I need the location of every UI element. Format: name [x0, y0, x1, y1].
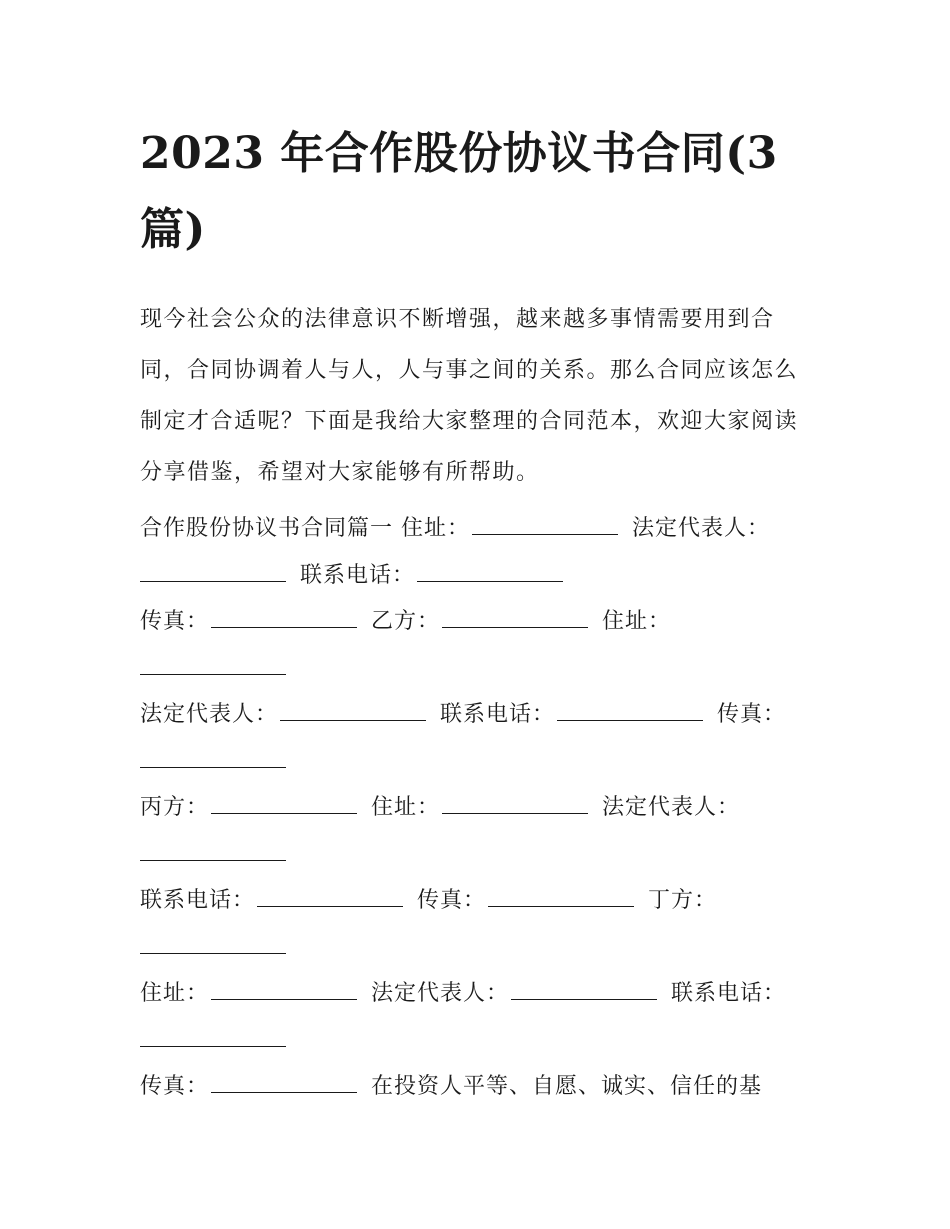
fax-blank [140, 747, 286, 768]
fax-label: 传真： [417, 888, 487, 913]
form-line [140, 971, 820, 1018]
party-d-blank [140, 933, 286, 954]
form-line [140, 506, 820, 553]
section-heading: 合作股份协议书合同篇一 [140, 516, 394, 541]
phone-blank [140, 1026, 286, 1047]
legal-rep-label: 法定代表人： [602, 795, 741, 820]
legal-rep-label: 法定代表人： [632, 516, 771, 541]
legal-rep-blank [511, 979, 657, 1000]
fax-label: 传真： [140, 1074, 210, 1099]
address-label: 住址： [602, 609, 672, 634]
address-label: 住址： [401, 516, 471, 541]
phone-label: 联系电话： [440, 702, 556, 727]
legal-rep-blank [280, 700, 426, 721]
fax-blank [211, 1072, 357, 1093]
address-blank [211, 979, 357, 1000]
closing-text: 在投资人平等、自愿、诚实、信任的基 [371, 1074, 763, 1099]
phone-blank [557, 700, 703, 721]
fax-blank [211, 607, 357, 628]
party-c-blank [211, 793, 357, 814]
phone-label: 联系电话： [300, 562, 416, 588]
address-blank [472, 514, 618, 535]
party-b-blank [442, 607, 588, 628]
fax-blank [488, 886, 634, 907]
form-line [140, 599, 820, 646]
legal-rep-label: 法定代表人： [371, 981, 510, 1006]
document-title: 2023 年合作股份协议书合同(3 篇) [140, 128, 778, 255]
party-d-label: 丁方： [648, 888, 718, 913]
legal-rep-blank [140, 840, 286, 861]
form-line [140, 692, 820, 739]
party-b-label: 乙方： [371, 609, 441, 634]
form-line [140, 1064, 820, 1111]
form-line [140, 646, 820, 693]
intro-paragraph: 现今社会公众的法律意识不断增强，越来越多事情需要用到合同，合同协调着人与人，人与事之间的关系。那么合同应该怎么制定才合适呢？下面是我给大家整理的合同范本，欢迎大家阅读分享借鉴，希望对大家能够有所帮助。 [140, 307, 799, 485]
address-label: 住址： [140, 981, 210, 1006]
address-blank [442, 793, 588, 814]
fax-label: 传真： [140, 609, 210, 634]
document-page [140, 116, 820, 1111]
phone-blank [257, 886, 403, 907]
form-line [140, 1018, 820, 1065]
form-line [140, 739, 820, 786]
address-label: 住址： [371, 795, 441, 820]
phone-blank [417, 561, 563, 582]
form-line [140, 878, 820, 925]
legal-rep-blank [140, 561, 286, 582]
address-blank [140, 654, 286, 675]
form-line [140, 832, 820, 879]
phone-label: 联系电话： [671, 981, 787, 1006]
phone-label: 联系电话： [140, 888, 256, 913]
party-c-label: 丙方： [140, 795, 210, 820]
form-line [140, 925, 820, 972]
form-line [140, 785, 820, 832]
fax-label: 传真： [717, 702, 787, 727]
legal-rep-label: 法定代表人： [140, 702, 279, 727]
form-line [140, 553, 820, 600]
